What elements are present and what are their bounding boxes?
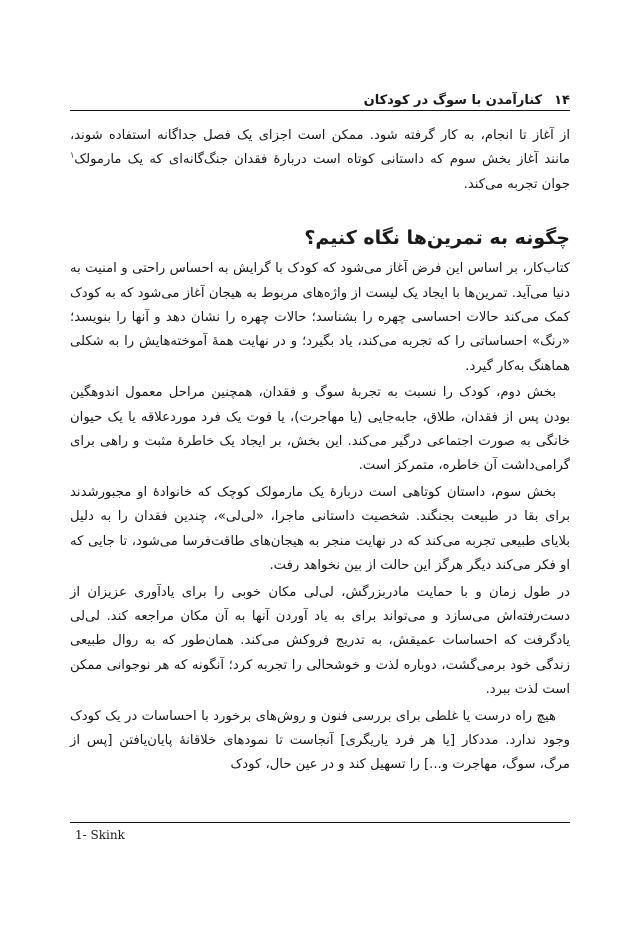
header-divider [70,110,570,111]
paragraph-intro-text: از آغاز تا انجام، به کار گرفته شود. ممکن است اجزای یک فصل جداگانه استفاده شوند، مانند آغاز بخش سوم که داستانی کوتاه است دربارۀ فقدان جنگ‌گانه‌ای که یک مارمولک [70,128,570,168]
page-number: ۱۴ [554,93,570,108]
page-content [70,124,570,778]
paragraph-intro [70,124,570,197]
footnote-reference: ۱ [70,151,75,161]
footnote: 1- Skink [75,828,125,842]
paragraph-lili: در طول زمان و با حمایت مادربزرگش، لی‌لی مکان خوبی را برای یادآوری عزیزان از دست‌رفته‌اش می‌سازد و می‌تواند برای به یاد آوردن آنها به آن مکان مراجعه کند. لی‌لی یادگرفت که احساسات عمیقش، به تدریج فروکش می‌کند. همان‌طور که به روال طبیعی زندگی خود برمی‌گشت، دوباره لذت و خوشحالی را تجربه کرد؛ آنگونه که هر نوجوانی ممکن است لذت ببرد. [70,584,570,698]
paragraph-intro-end: جوان تجربه می‌کند. [463,176,570,192]
footnote-divider [70,822,570,823]
paragraph-part-two: بخش دوم، کودک را نسبت به تجربۀ سوگ و فقدان، همچنین مراحل معمول اندوهگین بودن پس از فقدان، طلاق، جابه‌جایی (یا مهاجرت)، یا فوت یک فرد موردعلاقه یا یک حیوان خانگی به صورت اجتماعی درگیر می‌کند. این بخش، بر ایجاد یک خاطرۀ مثبت و راهی برای گرامی‌داشت آن خاطره، متمرکز است. [70,385,570,474]
section-heading: چگونه به تمرین‌ها نگاه کنیم؟ [304,227,570,250]
paragraph-no-right-way: هیچ راه درست یا غلطی برای بررسی فنون و روش‌های برخورد با احساسات در یک کودک وجود ندارد. مددکار [یا هر فرد یاریگری] آنجاست تا نمودهای خلاقانۀ پایان‌یافتن [پس از مرگ، سوگ، مهاجرت و...] را تسهیل کند و در عین حال، کودک [70,708,570,773]
running-title: کنارآمدن با سوگ در کودکان [363,93,543,108]
running-header [70,84,570,108]
paragraph-workbook: کتاب‌کار، بر اساس این فرض آغاز می‌شود که کودک با گرایش به احساس راحتی و امنیت به دنیا می‌آید. تمرین‌ها با ایجاد یک لیست از واژه‌های مربوط به هیجان آغاز می‌شود که به کودک کمک می‌کند حالات احساسی چهره را بشناسد؛ حالات چهره را نشان دهد و آنها را بنویسد؛ «رنگ» احساساتی را که تجربه می‌کند، یاد بگیرد؛ و در نهایت همۀ آموخته‌هایش را به شکلی هماهنگ به‌کار گیرد. [70,261,570,374]
paragraph-part-three: بخش سوم، داستان کوتاهی است دربارۀ یک مارمولک کوچک که خانوادۀ او مجبورشدند برای بقا در طبیعت بجنگند. شخصیت داستانی ماجرا، «لی‌لی»، چندین فقدان را به دلیل بلایای طبیعی تجربه می‌کند که در نهایت منجر به هیجان‌های طاقت‌فرسا می‌شود، تا جایی که او فکر می‌کند دیگر هرگز این حالت از بین نخواهد رفت. [70,484,570,574]
